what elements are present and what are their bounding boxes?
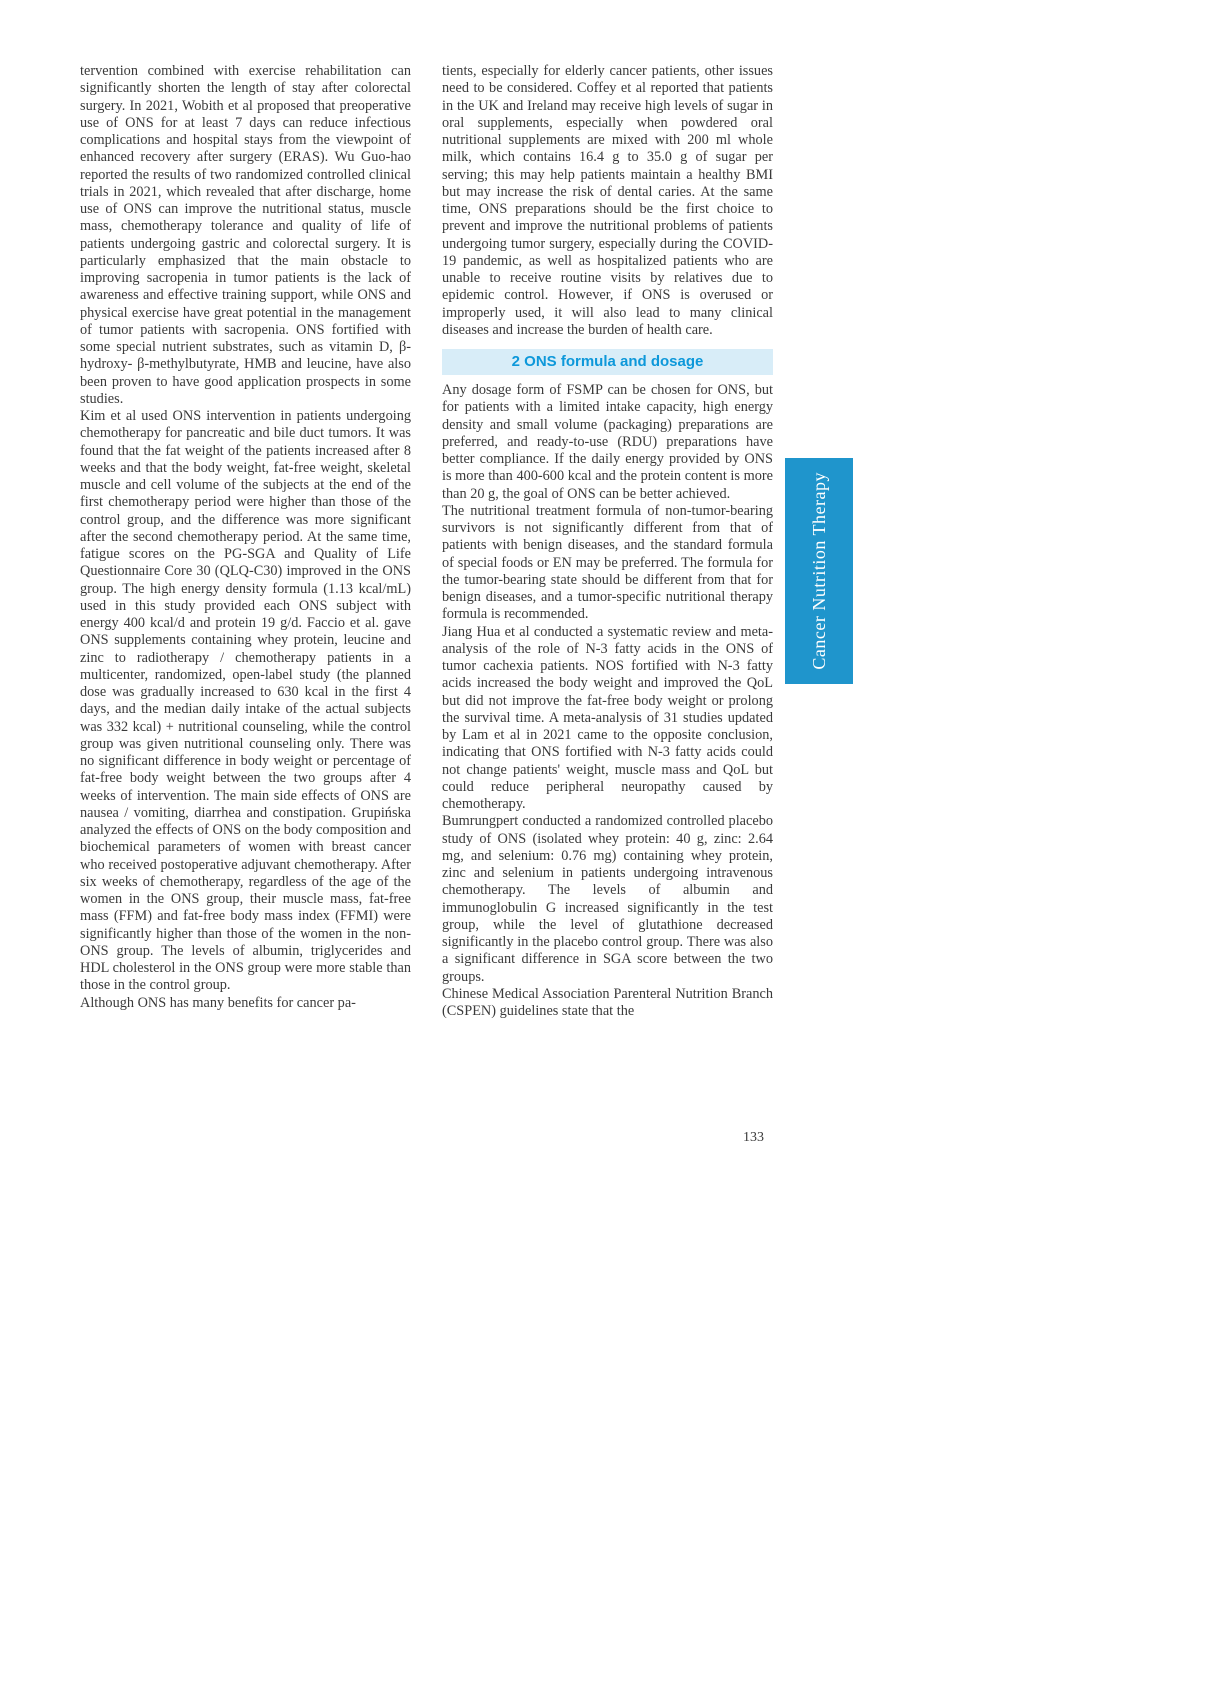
paragraph: Jiang Hua et al conducted a systematic review and meta-analysis of the role of N-3 fatty acids in the ONS of tumor cachexia patients. NOS fortified with N-3 fatty acids increased the body weight and improved the QoL but did not improve the fat-free body weight or prolong the survival time. A meta-analysis of 31 studies updated by Lam et al in 2021 came to the opposite conclusion, indicating that ONS fortified with N-3 fatty acids could not change patients' weight, muscle mass and QoL but could reduce peripheral neuropathy caused by chemotherapy. bbox=[442, 623, 773, 812]
page-number: 133 bbox=[743, 1130, 764, 1145]
paragraph: tients, especially for elderly cancer patients, other issues need to be considered. Coffey et al reported that patients in the UK and Ireland may receive high levels of sugar in oral supplements, especially when powdered oral nutritional supplements are mixed with 200 ml whole milk, which contains 16.4 g to 35.0 g of sugar per serving; this may help patients maintain a healthy BMI but may increase the risk of dental caries. At the same time, ONS preparations should be the first choice to prevent and improve the nutritional problems of patients undergoing tumor surgery, especially during the COVID-19 pandemic, as well as hospitalized patients who are unable to receive routine visits by relatives due to epidemic control. However, if ONS is overused or improperly used, it will also lead to many clinical diseases and increase the burden of health care. bbox=[442, 63, 773, 338]
paragraph: Kim et al used ONS intervention in patients undergoing chemotherapy for pancreatic and bile duct tumors. It was found that the fat weight of the patients increased after 8 weeks and that the body weight, fat-free weight, skeletal muscle and cell volume of the subjects at the end of the first chemotherapy period were higher than those of the control group, and the difference was more significant after the second chemotherapy period. At the same time, fatigue scores on the PG-SGA and Quality of Life Questionnaire Core 30 (QLQ-C30) improved in the ONS group. The high energy density formula (1.13 kcal/mL) used in this study provided each ONS subject with energy 400 kcal/d and protein 19 g/d. Faccio et al. gave ONS supplements containing whey protein, leucine and zinc to radiotherapy / chemotherapy patients in a multicenter, randomized, open-label study (the planned dose was gradually increased to 630 kcal in the first 4 days, and the median daily intake of the actual subjects was 332 kcal) + nutritional counseling, while the control group was given nutritional counseling only. There was no significant difference in body weight or percentage of fat-free body weight between the two groups after 4 weeks of intervention. The main side effects of ONS are nausea / vomiting, diarrhea and constipation. Grupińska analyzed the effects of ONS on the body composition and biochemical parameters of women with breast cancer who received postoperative adjuvant chemotherapy. After six weeks of chemotherapy, regardless of the age of the women in the ONS group, their muscle mass, fat-free mass (FFM) and fat-free body mass index (FFMI) were significantly higher than those of the women in the non-ONS group. The levels of albumin, triglycerides and HDL cholesterol in the ONS group were more stable than those in the control group. bbox=[80, 408, 411, 994]
paragraph: Any dosage form of FSMP can be chosen for ONS, but for patients with a limited intake capacity, high energy density and small volume (packaging) preparations are preferred, and ready-to-use (RDU) preparations have better compliance. If the daily energy provided by ONS is more than 400-600 kcal and the protein content is more than 20 g, the goal of ONS can be better achieved. bbox=[442, 382, 773, 502]
chapter-side-tab bbox=[785, 458, 853, 684]
right-column bbox=[442, 63, 773, 1020]
chapter-side-tab-label: Cancer Nutrition Therapy bbox=[808, 472, 829, 670]
paragraph: Chinese Medical Association Parenteral Nutrition Branch (CSPEN) guidelines state that the bbox=[442, 985, 773, 1019]
paragraph: Although ONS has many benefits for cancer pa- bbox=[80, 994, 356, 1011]
section-header: 2 ONS formula and dosage bbox=[442, 349, 773, 375]
left-column bbox=[80, 63, 411, 1012]
paragraph: Bumrungpert conducted a randomized controlled placebo study of ONS (isolated whey protein: 40 g, zinc: 2.64 mg, and selenium: 0.76 mg) containing whey protein, zinc and selenium in patients undergoing intravenous chemotherapy. The levels of albumin and immunoglobulin G increased significantly in the test group, while the level of glutathione decreased significantly in the placebo control group. There was also a significant difference in SGA score between the two groups. bbox=[442, 813, 773, 985]
paragraph: tervention combined with exercise rehabilitation can significantly shorten the length of stay after colorectal surgery. In 2021, Wobith et al proposed that preoperative use of ONS for at least 7 days can reduce infectious complications and hospital stays from the viewpoint of enhanced recovery after surgery (ERAS). Wu Guo-hao reported the results of two randomized controlled clinical trials in 2021, which revealed that after discharge, home use of ONS can improve the nutritional status, muscle mass, chemotherapy tolerance and quality of life of patients undergoing gastric and colorectal surgery. It is particularly emphasized that the main obstacle to improving sacropenia in tumor patients is the lack of awareness and effective training support, while ONS and physical exercise have great potential in the management of tumor patients with sacropenia. ONS fortified with some special nutrient substrates, such as vitamin D, β-hydroxy- β-methylbutyrate, HMB and leucine, have also been proven to have good application prospects in some studies. bbox=[80, 63, 411, 407]
paragraph: The nutritional treatment formula of non-tumor-bearing survivors is not significantly different from that of patients with benign diseases, and the standard formula of special foods or EN may be preferred. The formula for the tumor-bearing state should be different from that for benign diseases, and a tumor-specific nutritional therapy formula is recommended. bbox=[442, 502, 773, 623]
